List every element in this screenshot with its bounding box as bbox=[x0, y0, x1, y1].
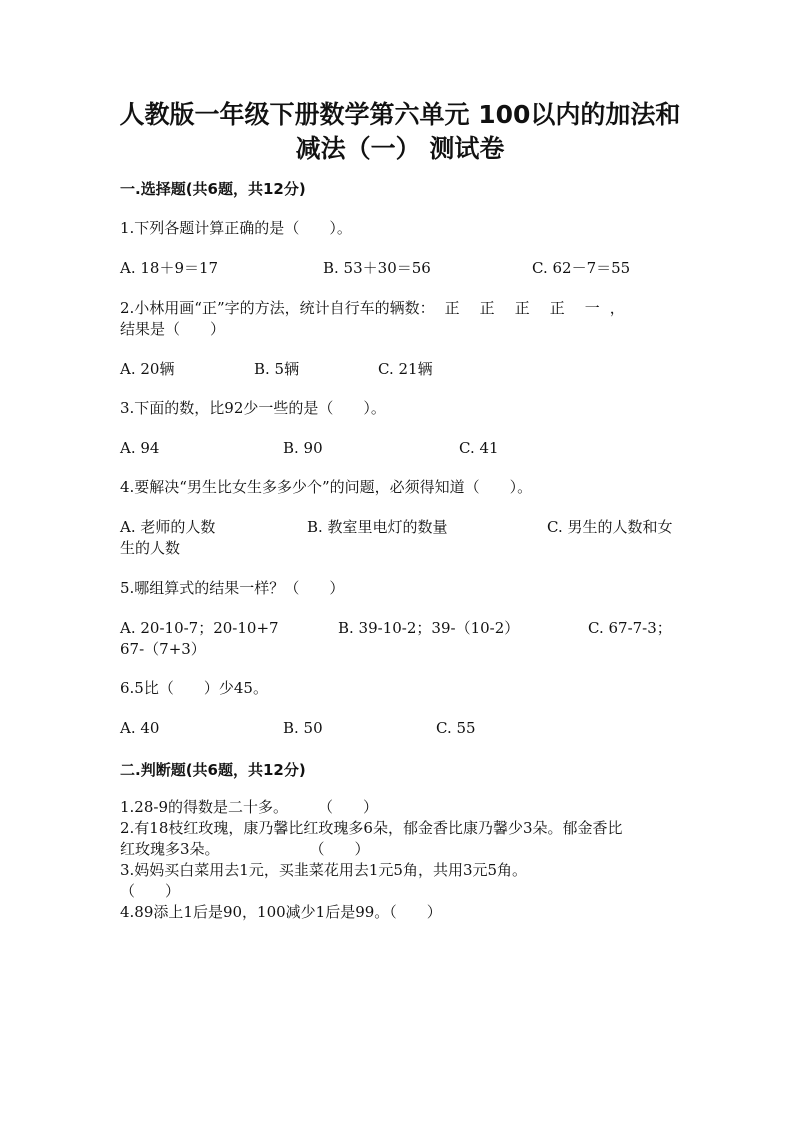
judgment-item-2: 2.有18枝红玫瑰，康乃馨比红玫瑰多6朵，郁金香比康乃馨少3朵。郁金香比 bbox=[120, 819, 623, 837]
question-2-stem-text: 2.小林用画“正”字的方法，统计自行车的辆数： bbox=[120, 299, 435, 317]
question-6-option-c: C. 55 bbox=[436, 719, 476, 737]
question-1-stem: 1.下列各题计算正确的是（ ）。 bbox=[120, 219, 352, 237]
judgment-item-3-continued: （ ） bbox=[120, 882, 181, 900]
question-6-stem: 6.5比（ ）少45。 bbox=[120, 679, 268, 697]
question-2-option-a: A. 20辆 bbox=[120, 360, 175, 378]
page-title-line2: 减法（一） 测试卷 bbox=[295, 134, 505, 163]
question-2-stem-end: ， bbox=[609, 299, 625, 317]
question-1-option-b: B. 53＋30＝56 bbox=[323, 259, 431, 277]
section2-heading: 二.判断题(共6题，共12分) bbox=[120, 761, 306, 779]
question-3-stem: 3.下面的数，比92少一些的是（ ）。 bbox=[120, 399, 386, 417]
question-1-option-a: A. 18＋9＝17 bbox=[120, 259, 219, 277]
question-4-option-c-continued: 生的人数 bbox=[120, 539, 181, 557]
tally-mark-1: 正 bbox=[444, 299, 460, 317]
question-5-option-c: C. 67-7-3； bbox=[588, 619, 672, 637]
judgment-item-1: 1.28-9的得数是二十多。 （ ） bbox=[120, 798, 379, 816]
judgment-item-3: 3.妈妈买白菜用去1元，买韭菜花用去1元5角，共用3元5角。 bbox=[120, 861, 528, 879]
tally-mark-3: 正 bbox=[514, 299, 530, 317]
tally-mark-5: 一 bbox=[584, 299, 600, 317]
judgment-item-4: 4.89添上1后是90，100减少1后是99。（ ） bbox=[120, 903, 442, 921]
question-4-option-a: A. 老师的人数 bbox=[120, 518, 216, 536]
question-2-stem bbox=[120, 297, 680, 319]
tally-mark-4: 正 bbox=[549, 299, 565, 317]
question-5-option-c-continued: 67-（7+3） bbox=[120, 640, 206, 658]
page-title-line1: 人教版一年级下册数学第六单元 100以内的加法和 bbox=[119, 100, 681, 129]
question-5-stem: 5.哪组算式的结果一样？（ ） bbox=[120, 579, 345, 597]
question-6-option-b: B. 50 bbox=[283, 719, 323, 737]
question-4-stem: 4.要解决“男生比女生多多少个”的问题，必须得知道（ ）。 bbox=[120, 478, 533, 496]
question-4-option-b: B. 教室里电灯的数量 bbox=[307, 518, 448, 536]
question-6-option-a: A. 40 bbox=[120, 719, 160, 737]
judgment-item-2-continued: 红玫瑰多3朵。 （ ） bbox=[120, 840, 370, 858]
tally-mark-2: 正 bbox=[479, 299, 495, 317]
question-4-option-c: C. 男生的人数和女 bbox=[547, 518, 673, 536]
question-1-option-c: C. 62－7＝55 bbox=[532, 259, 631, 277]
question-5-option-a: A. 20-10-7；20-10+7 bbox=[120, 619, 279, 637]
question-2-stem-line2: 结果是（ ） bbox=[120, 320, 226, 338]
question-3-option-c: C. 41 bbox=[459, 439, 499, 457]
question-2-option-b: B. 5辆 bbox=[254, 360, 300, 378]
question-3-option-a: A. 94 bbox=[120, 439, 160, 457]
question-5-option-b: B. 39-10-2；39-（10-2） bbox=[338, 619, 520, 637]
question-2-option-c: C. 21辆 bbox=[378, 360, 433, 378]
section1-heading: 一.选择题(共6题，共12分) bbox=[120, 180, 306, 198]
question-3-option-b: B. 90 bbox=[283, 439, 323, 457]
